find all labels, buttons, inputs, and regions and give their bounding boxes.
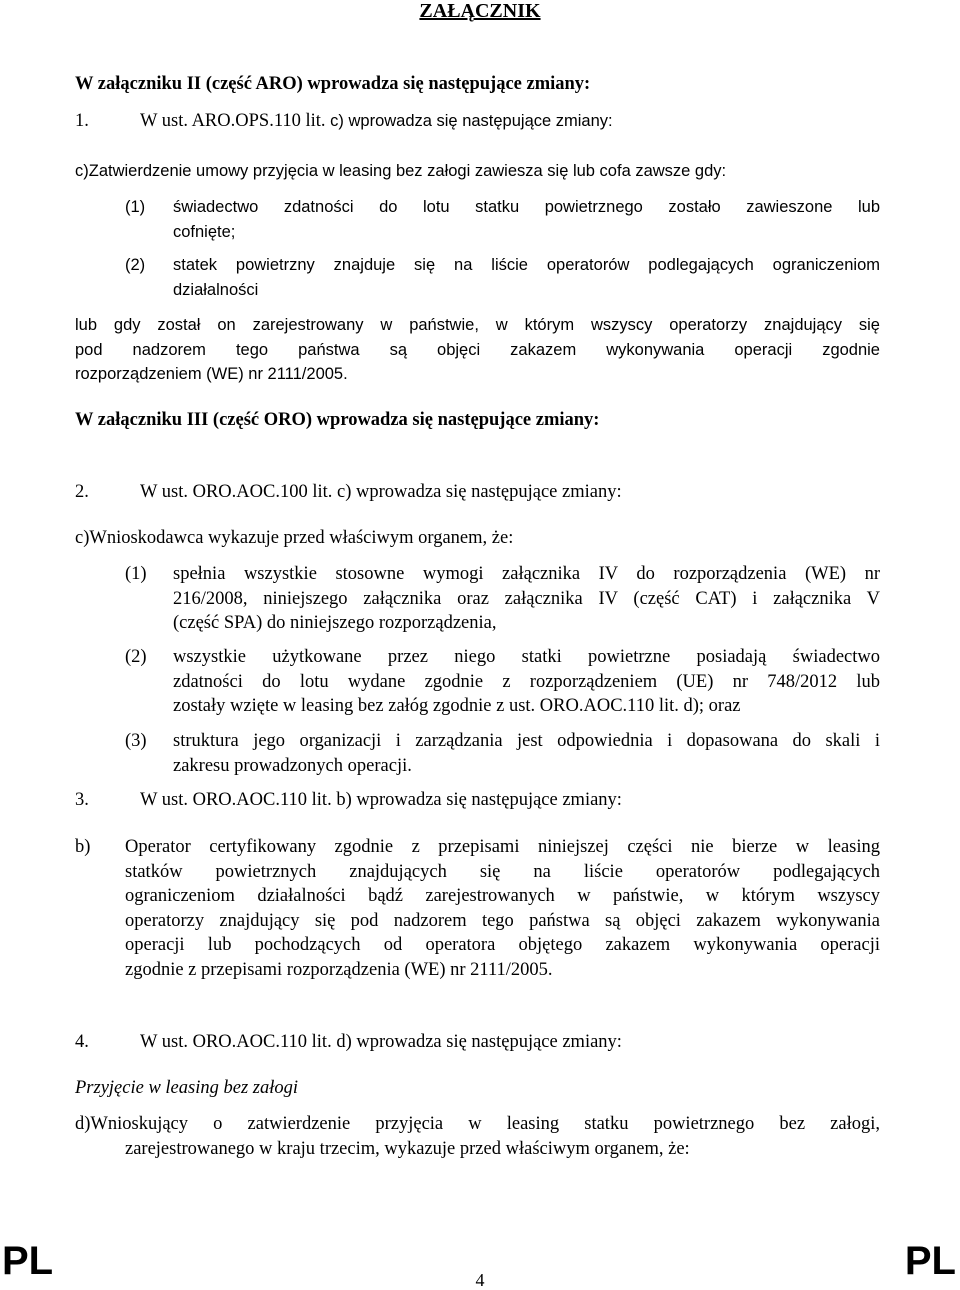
item4-subtitle: Przyjęcie w leasing bez załogi <box>75 1078 298 1098</box>
item1-point-2-line-2: działalności <box>173 280 259 299</box>
item2-text-suffix: c) wprowadza się następujące zmiany: <box>332 482 622 502</box>
item4-point-line-2: zarejestrowanego w kraju trzecim, wykazuje przed właściwym organem, że: <box>125 1138 690 1159</box>
item2-point-1-line-3: (część SPA) do niniejszego rozporządzenia, <box>173 613 497 633</box>
annex3-heading: W załączniku III (część ORO) wprowadza się następujące zmiany: <box>75 410 600 430</box>
item4-text <box>140 1030 622 1055</box>
item1-point-1-line-1: świadectwo zdatności do lotu statku powietrznego zostało zawieszone lub <box>173 198 880 216</box>
item2-point-3-line-1: struktura jego organizacji i zarządzania jest odpowiednia i dopasowana do skali i <box>173 731 880 751</box>
item2-point-2-line-2: zdatności do lotu wydane zgodnie z rozporządzeniem (UE) nr 748/2012 lub <box>173 671 880 692</box>
item1-closing-line-3: rozporządzeniem (WE) nr 2111/2005. <box>75 365 348 383</box>
item2-text <box>140 480 622 505</box>
item2-point-1-line-2: 216/2008, niniejszego załącznika oraz załącznika IV (część CAT) i załącznika V <box>173 588 880 609</box>
item4-text-suffix: d) wprowadza się następujące zmiany: <box>331 1032 622 1052</box>
item1-point-1-line-2: cofnięte; <box>173 222 236 241</box>
item4-point <box>75 1112 880 1161</box>
item4-number: 4. <box>75 1032 89 1052</box>
item1-number: 1. <box>75 111 89 131</box>
item4-text-prefix: W ust. ORO.AOC.110 lit. <box>140 1032 332 1052</box>
item1-closing-line-2: pod nadzorem tego państwa są objęci zakazem wykonywania operacji zgodnie <box>75 340 880 359</box>
item3-point-line-4: operatorzy znajdujący się pod nadzorem tego państwa są objęci zakazem wykonywania <box>125 910 880 931</box>
item1-text <box>140 109 613 134</box>
item3-number: 3. <box>75 790 89 810</box>
item2-point-3-label: (3) <box>125 731 147 751</box>
item3-point-label: b) <box>75 837 91 857</box>
item3-text <box>140 788 622 813</box>
item3-point-line-1: Operator certyfikowany zgodnie z przepisami niniejszej części nie bierze w leasing <box>125 837 880 857</box>
item3-point-line-6: zgodnie z przepisami rozporządzenia (WE) nr 2111/2005. <box>125 959 553 980</box>
item3-point-line-2: statków powietrznych znajdujących się na liście operatorów podlegających <box>125 861 880 882</box>
item1-intro: c)Zatwierdzenie umowy przyjęcia w leasing bez załogi zawiesza się lub cofa zawsze gdy: <box>75 162 727 180</box>
item3-point-line-3: ograniczeniom działalności bądź zarejestrowanych w państwie, w którym wszyscy <box>125 886 880 906</box>
item2-point-2-line-3: zostały wzięte w leasing bez załóg zgodnie z ust. ORO.AOC.110 lit. d); oraz <box>173 696 741 716</box>
page-number: 4 <box>475 1270 485 1290</box>
item2-point-2-line-1: wszystkie użytkowane przez niego statki powietrzne posiadają świadectwo <box>173 647 880 667</box>
item1-text-prefix: W ust. ARO.OPS.110 lit. <box>140 111 326 131</box>
footer-language-left: PL <box>2 1239 54 1283</box>
item3-point-line-5: operacji lub pochodzących od operatora objętego zakazem wykonywania operacji <box>125 935 880 955</box>
item2-point-3-line-2: zakresu prowadzonych operacji. <box>173 755 412 776</box>
item2-text-prefix: W ust. ORO.AOC.100 lit. <box>140 482 333 502</box>
item3-text-suffix: b) wprowadza się następujące zmiany: <box>331 790 622 810</box>
item2-number: 2. <box>75 482 89 502</box>
item3-text-prefix: W ust. ORO.AOC.110 lit. <box>140 790 332 810</box>
item1-point-2-label: (2) <box>125 256 146 274</box>
annex2-heading: W załączniku II (część ARO) wprowadza się następujące zmiany: <box>75 74 591 94</box>
item4-point-line-1: d)Wnioskujący o zatwierdzenie przyjęcia w leasing statku powietrznego bez załogi, <box>75 1114 880 1134</box>
item2-point-2-label: (2) <box>125 647 147 667</box>
item1-closing <box>75 313 880 387</box>
item2-point-1-line-1: spełnia wszystkie stosowne wymogi załącznika IV do rozporządzenia (WE) nr <box>173 564 880 584</box>
footer-language-right: PL <box>904 1239 956 1283</box>
document-title: ZAŁĄCZNIK <box>419 0 541 22</box>
item2-point-1-label: (1) <box>125 564 147 584</box>
item1-point-1-label: (1) <box>125 198 146 216</box>
item1-text-suffix: c) wprowadza się następujące zmiany: <box>325 112 613 130</box>
item2-intro: c)Wnioskodawca wykazuje przed właściwym organem, że: <box>75 528 514 548</box>
item1-closing-line-1: lub gdy został on zarejestrowany w państwie, w którym wszyscy operatorzy znajdujący się <box>75 316 880 334</box>
item1-point-2-line-1: statek powietrzny znajduje się na liście operatorów podlegających ograniczeniom <box>173 256 880 274</box>
